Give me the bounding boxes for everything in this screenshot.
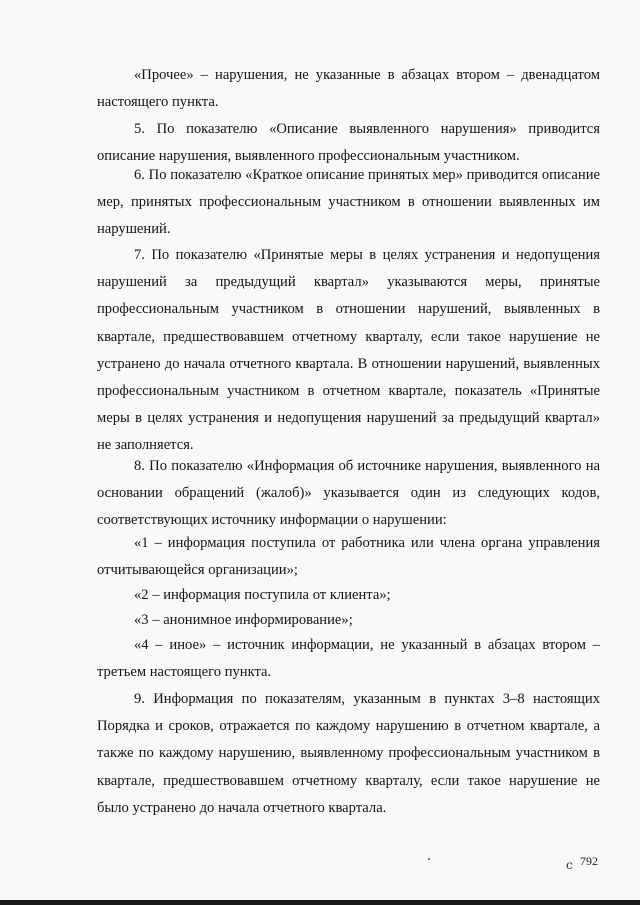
- paragraph-code-3: «3 – анонимное информирование»;: [134, 612, 353, 628]
- paragraph-code-2: «2 – информация поступила от клиента»;: [134, 587, 391, 603]
- paragraph-item-5: 5. По показателю «Описание выявленного нарушения» приводится описание нарушения, выявленного профессиональным участником.: [97, 121, 600, 165]
- paragraph-item-8: 8. По показателю «Информация об источнике нарушения, выявленного на основании обращений (жалоб)» указывается один из следующих кодов, соответствующих источнику информации о нарушении:: [97, 458, 600, 529]
- paragraph-item-7: 7. По показателю «Принятые меры в целях устранения и недопущения нарушений за предыдущий квартал» указываются меры, принятые профессиональным участником в отношении нарушений, выявленных в квартале, предшествовавшем отчетному кварталу, если такое нарушение не устранено до начала отчетного квартала. В отношении нарушений, выявленных профессиональным участником в отчетном квартале, показатель «Принятые меры в целях устранения и недопущения нарушений за предыдущий квартал» не заполняется.: [97, 247, 600, 454]
- paragraph-other-violations: «Прочее» – нарушения, не указанные в абзацах втором – двенадцатом настоящего пункта.: [97, 67, 600, 111]
- scan-speck: [428, 858, 430, 860]
- paragraph-code-1: «1 – информация поступила от работника или члена органа управления отчитывающейся организации»;: [97, 535, 600, 579]
- page-mark: ⅽ: [566, 858, 573, 872]
- paragraph-item-9: 9. Информация по показателям, указанным в пунктах 3–8 настоящих Порядка и сроков, отражается по каждому нарушению в отчетном квартале, а также по каждому нарушению, выявленному профессиональным участником в квартале, предшествовавшем отчетному кварталу, если такое нарушение не было устранено до начала отчетного квартала.: [97, 691, 600, 816]
- paragraph-item-6: 6. По показателю «Краткое описание принятых мер» приводится описание мер, принятых профессиональным участником в отношении выявленных им нарушений.: [97, 167, 600, 238]
- page-number: 792: [580, 854, 598, 868]
- paragraph-code-4: «4 – иное» – источник информации, не указанный в абзацах втором – третьем настоящего пункта.: [97, 637, 600, 681]
- page-bottom-edge: [0, 900, 640, 905]
